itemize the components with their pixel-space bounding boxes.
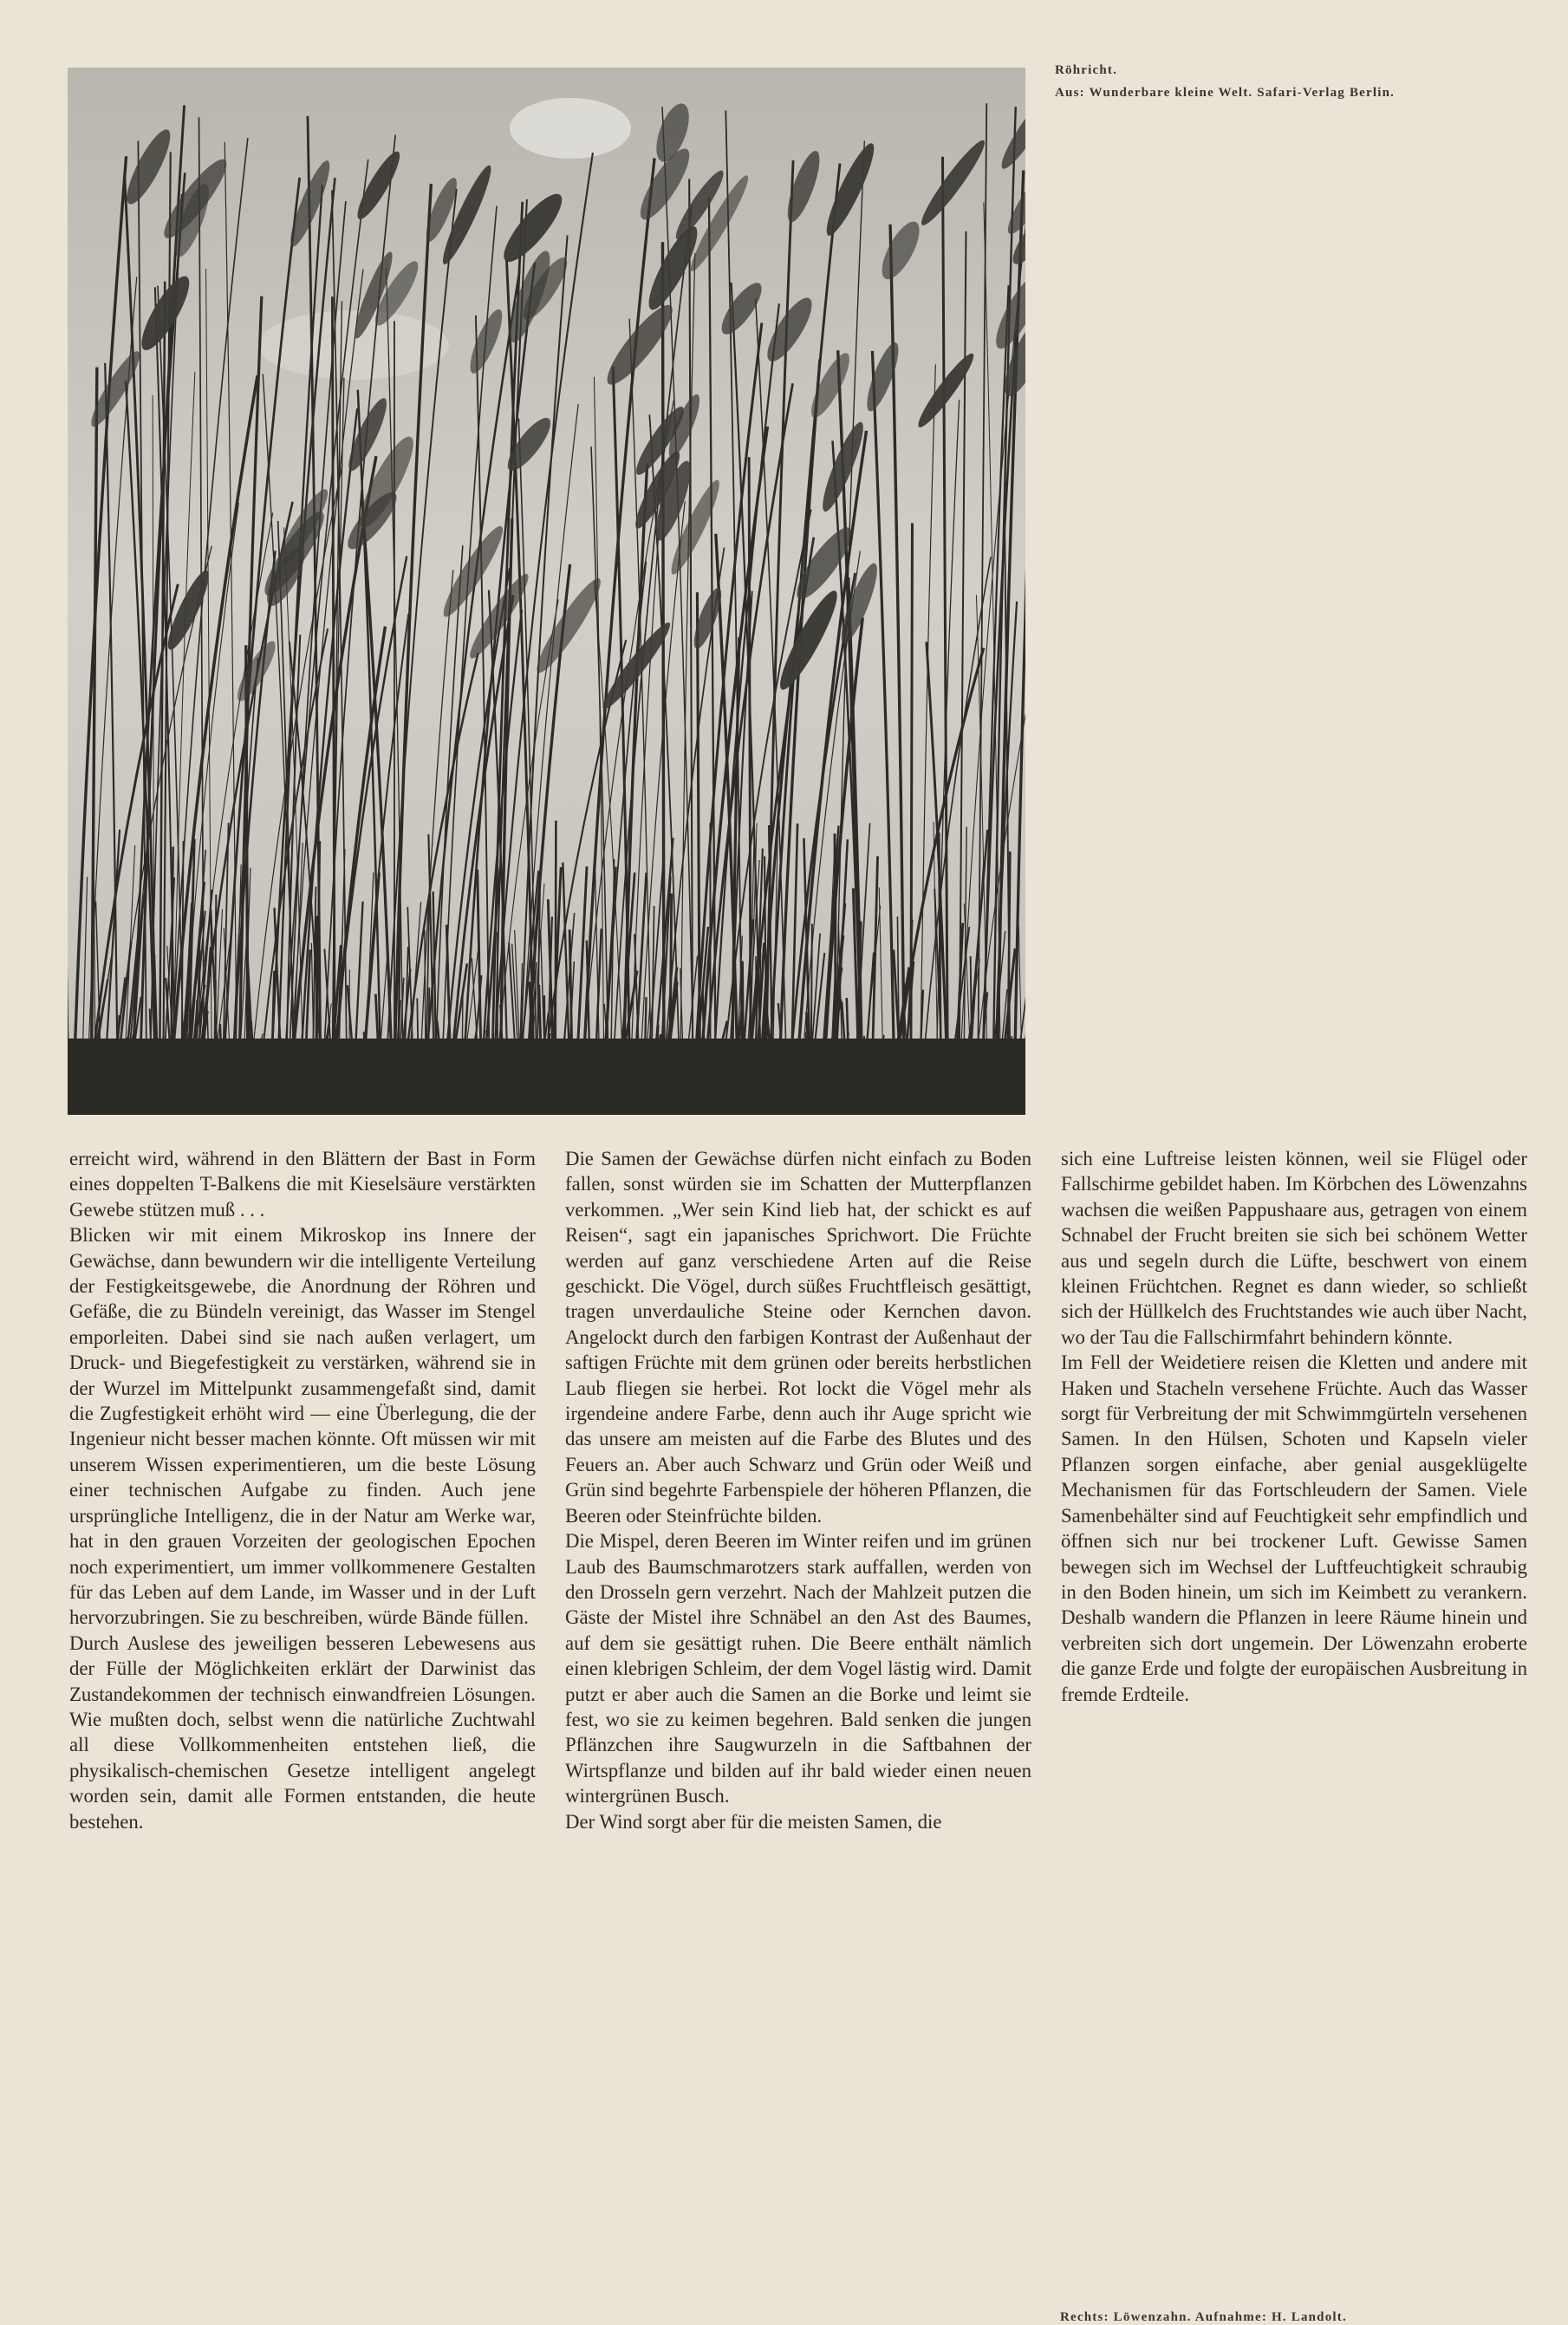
paragraph: Im Fell der Weidetiere reisen die Kletten und andere mit Haken und Stacheln versehene Früchte. Auch das Wasser sorgt für Verbreitung der mit Schwimmgürteln versehenen Samen. In den Hülsen, Schoten und Kapseln vieler Pflanzen sorgen einfache, aber genial ausgeklügelte Mechanismen für das Fortschleudern der Samen. Viele Samenbehälter sind auf Feuchtigkeit sehr empfindlich und öffnen sich nur bei trockener Luft. Gewisse Samen bewegen sich im Wechsel der Luftfeuchtigkeit schraubig in den Boden hinein, um sich im Keimbett zu verankern. Deshalb wandern die Pflanzen in leere Räume hinein und verbreiten sich dort ungemein. Der Löwenzahn eroberte die ganze Erde und folgte der europäischen Ausbreitung in fremde Erdteile. — [1061, 1350, 1527, 1707]
photo-caption — [1055, 59, 1540, 104]
photo-credit: Rechts: Löwenzahn. Aufnahme: H. Landolt. — [1060, 2310, 1347, 2325]
paragraph: Die Samen der Gewächse dürfen nicht einfach zu Boden fallen, sonst würden sie im Schatten der Mutterpflanzen verkommen. „Wer sein Kind lieb hat, der schickt es auf Reisen“, sagt ein japanisches Sprichwort. Die Früchte werden auf ganz verschiedene Arten auf die Reise geschickt. Die Vögel, durch süßes Fruchtfleisch gesättigt, tragen unverdauliche Steine oder Kernchen davon. Angelockt durch den farbigen Kontrast der Außenhaut der saftigen Früchte mit dem grünen oder bereits herbstlichen Laub fliegen sie herbei. Rot lockt die Vögel mehr als irgendeine andere Farbe, denn auch ihr Auge spricht wie das unsere am meisten auf die Farbe des Blutes und des Feuers an. Aber auch Schwarz und Grün oder Weiß und Grün sind begehrte Farbenspiele der höheren Pflanzen, die Beeren oder Steinfrüchte bilden. — [565, 1146, 1031, 1528]
paragraph: Die Mispel, deren Beeren im Winter reifen und im grünen Laub des Baumschmarotzers stark auffallen, werden von den Drosseln gern verzehrt. Nach der Mahlzeit putzen die Gäste der Mistel ihre Schnäbel an den Ast des Baumes, auf dem sie gesättigt ruhen. Die Beere enthält nämlich einen klebrigen Schleim, der dem Vogel lästig wird. Damit putzt er aber auch die Samen an die Borke und leimt sie fest, wo sie zu keimen begehren. Bald senken die jungen Pflänzchen ihre Saugwurzeln in die Saftbahnen der Wirtspflanze und bilden auf ihr bald wieder einen neuen wintergrünen Busch. — [565, 1528, 1031, 1808]
text-column-1 — [69, 1146, 536, 1834]
paragraph: Durch Auslese des jeweiligen besseren Lebewesens aus der Fülle der Möglichkeiten erklärt der Darwinist das Zustandekommen der technisch einwandfreien Lösungen. Wie mußten doch, selbst wenn die natürliche Zuchtwahl all diese Vollkommenheiten entstehen ließ, die physikalisch-chemischen Gesetze intelligent angelegt worden sein, damit alle Formen entstanden, die heute bestehen. — [69, 1631, 536, 1834]
text-column-2 — [565, 1146, 1031, 1834]
caption-title: Röhricht. — [1055, 59, 1540, 81]
paragraph: erreicht wird, während in den Blättern der Bast in Form eines doppelten T-Balkens die mit Kieselsäure verstärkten Gewebe stützen muß . . . — [69, 1146, 536, 1222]
paragraph: Blicken wir mit einem Mikroskop ins Innere der Gewächse, dann bewundern wir die intelligente Verteilung der Festigkeitsgewebe, die Anordnung der Röhren und Gefäße, die zu Bündeln vereinigt, das Wasser im Stengel emporleiten. Dabei sind sie nach außen verlagert, um Druck- und Biegefestigkeit zu verstärken, während sie in der Wurzel im Mittelpunkt zusammengefaßt sind, damit die Zugfestigkeit erhöht wird — eine Überlegung, die der Ingenieur nicht besser machen könnte. Oft müssen wir mit unserem Wissen experimentieren, um die beste Lösung einer technischen Aufgabe zu finden. Auch jene ursprüngliche Intelligenz, die in der Natur am Werke war, hat in den grauen Vorzeiten der geologischen Epochen noch experimentiert, um immer vollkommenere Gestalten für das Leben auf dem Lande, im Wasser und in der Luft hervorzubringen. Sie zu beschreiben, würde Bände füllen. — [69, 1222, 536, 1631]
reed-stem — [662, 242, 664, 1115]
paragraph: sich eine Luftreise leisten können, weil sie Flügel oder Fallschirme gebildet haben. Im Körbchen des Löwenzahns wachsen die weißen Pappushaare aus, getragen von einem Schnabel der Frucht breiten sie sich bei schönem Wetter aus und segeln durch die Lüfte, beschwert von einem kleinen Früchtchen. Regnet es dann wieder, so schließt sich der Hüllkelch des Fruchtstandes wie auch über Nacht, wo der Tau die Fallschirmfahrt behindern könnte. — [1061, 1146, 1527, 1350]
caption-source: Aus: Wunderbare kleine Welt. Safari-Verlag Berlin. — [1055, 81, 1540, 104]
reeds-illustration — [68, 68, 1025, 1115]
paragraph: Der Wind sorgt aber für die meisten Samen, die — [565, 1809, 1031, 1834]
text-column-3 — [1061, 1146, 1527, 1707]
reed-stem — [911, 523, 913, 1115]
reeds-photo — [68, 68, 1025, 1115]
